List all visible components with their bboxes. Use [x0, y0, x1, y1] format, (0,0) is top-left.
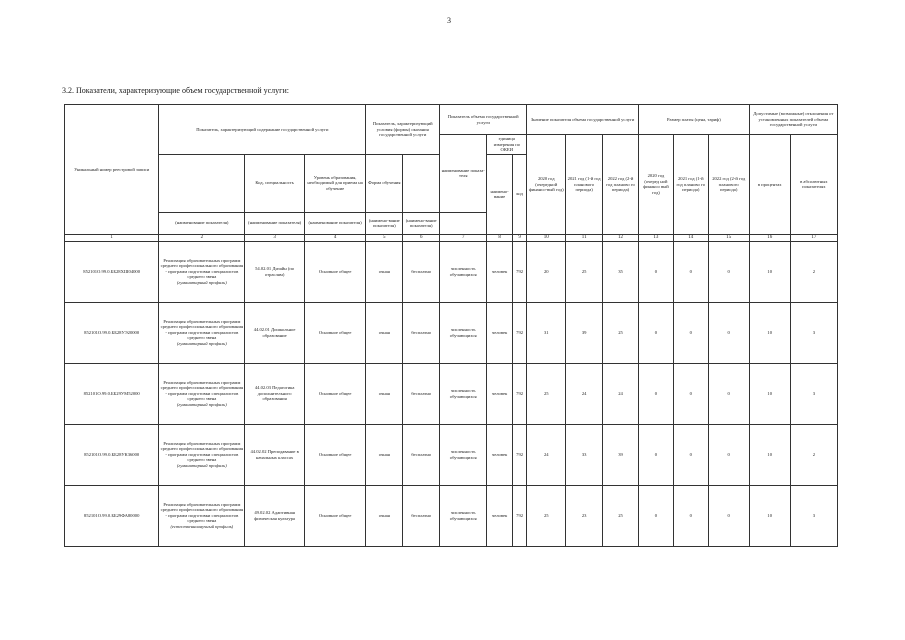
service-content [159, 424, 245, 485]
column-number: 12 [603, 234, 639, 241]
specialty-code: 49.02.02 Адаптивная физическая культура [245, 485, 304, 546]
value-2020: 20 [527, 241, 566, 302]
service-content [159, 241, 245, 302]
okei-code: 792 [512, 424, 526, 485]
header-unit-code: код [512, 154, 526, 234]
value-2021: 39 [566, 302, 603, 363]
header-in-percent: в процентах [749, 135, 790, 235]
header-unit-okei: единица измерения по ОКЕИ [487, 135, 527, 155]
value-2020: 31 [527, 302, 566, 363]
header-subname-4: (наимено-вание показателя) [366, 212, 403, 234]
value-2022: 35 [603, 241, 639, 302]
form-of-study: очная [366, 302, 403, 363]
deviation-absolute: 2 [790, 241, 837, 302]
deviation-absolute: 3 [790, 485, 837, 546]
deviation-percent: 10 [749, 363, 790, 424]
deviation-percent: 10 [749, 424, 790, 485]
education-level: Основное общее [304, 302, 366, 363]
value-2022: 39 [603, 424, 639, 485]
page-number: 3 [447, 16, 451, 25]
specialty-code: 54.02.01 Дизайн (по отраслям) [245, 241, 304, 302]
column-number: 17 [790, 234, 837, 241]
value-2020: 25 [527, 485, 566, 546]
service-content [159, 485, 245, 546]
indicator-name: численность обучающихся [440, 241, 487, 302]
column-number: 6 [403, 234, 440, 241]
fee-2022: 0 [708, 241, 749, 302]
unit-name: человек [487, 363, 513, 424]
volume-indicators-table [64, 104, 838, 547]
header-deviation-group: Допустимые (возможные) отклонения от установленных показателей объема государственной услуги [749, 105, 837, 135]
value-2021: 24 [566, 363, 603, 424]
header-fee-group: Размер платы (цена, тариф) [639, 105, 750, 135]
form-of-study: очная [366, 485, 403, 546]
header-value-2021: 2021 год (1-й год планового периода) [566, 135, 603, 235]
column-number: 4 [304, 234, 366, 241]
indicator-name: численность обучающихся [440, 424, 487, 485]
header-fee-2021: 2021 год (1-й год планово го периода) [673, 135, 708, 235]
header-content-group: Показатель, характеризующий содержание государственной услуги [159, 105, 366, 155]
service-content-text: Реализация образовательных программ среднего профессионального образования - программ подготовки специалистов среднего звена [160, 318, 244, 341]
header-conditions-group: Показатель, характеризующий условия (формы) оказания государственной услуги [366, 105, 440, 155]
profile-text: (гуманитарный профиль) [176, 462, 227, 468]
okei-code: 792 [512, 241, 526, 302]
fee-2021: 0 [673, 424, 708, 485]
header-fee-2020: 2020 год (очеред ной финансо вый год) [639, 135, 674, 235]
deviation-percent: 10 [749, 241, 790, 302]
column-number: 10 [527, 234, 566, 241]
fee-2020: 0 [639, 241, 674, 302]
column-number: 3 [245, 234, 304, 241]
deviation-absolute: 3 [790, 302, 837, 363]
value-2021: 33 [566, 424, 603, 485]
form-of-study: очная [366, 363, 403, 424]
fee-2022: 0 [708, 363, 749, 424]
table-row [65, 424, 838, 485]
registry-number: 852101О.99.0.ББ28УК36000 [65, 424, 159, 485]
form-of-study: очная [366, 241, 403, 302]
value-2021: 25 [566, 241, 603, 302]
fee-2020: 0 [639, 363, 674, 424]
header-value-2022: 2022 год (2-й год планово го периода) [603, 135, 639, 235]
column-number: 7 [440, 234, 487, 241]
column-number: 2 [159, 234, 245, 241]
profile-text: (естественнонаучный профиль) [170, 523, 234, 529]
payment-condition: бесплатно [403, 302, 440, 363]
service-content-text: Реализация образовательных программ среднего профессионального образования - программ подготовки специалистов среднего звена [160, 379, 244, 402]
header-empty-condition [403, 154, 440, 212]
value-2022: 25 [603, 485, 639, 546]
fee-2021: 0 [673, 241, 708, 302]
fee-2022: 0 [708, 424, 749, 485]
column-number: 14 [673, 234, 708, 241]
header-code-specialty: Код, специальность [245, 154, 304, 212]
profile-text: (гуманитарный профиль) [176, 279, 227, 285]
education-level: Основное общее [304, 424, 366, 485]
value-2020: 24 [527, 424, 566, 485]
column-number: 8 [487, 234, 513, 241]
header-volume-group: Показатель объема государственной услуги [440, 105, 527, 135]
header-form-of-study: Форма обучения [366, 154, 403, 212]
header-education-level: Уровень образования, необходимый для приема на обучение [304, 154, 366, 212]
column-number: 11 [566, 234, 603, 241]
column-number: 1 [65, 234, 159, 241]
header-empty-content [159, 154, 245, 212]
header-value-2020: 2020 год (очередной финансо-вый год) [527, 135, 566, 235]
fee-2020: 0 [639, 302, 674, 363]
education-level: Основное общее [304, 363, 366, 424]
fee-2020: 0 [639, 424, 674, 485]
service-content-text: Реализация образовательных программ среднего профессионального образования - программ подготовки специалистов среднего звена [160, 440, 244, 463]
service-content [159, 302, 245, 363]
indicator-name: численность обучающихся [440, 485, 487, 546]
education-level: Основное общее [304, 485, 366, 546]
payment-condition: бесплатно [403, 241, 440, 302]
registry-number: 852101О.99.0.ББ29ФА80000 [65, 485, 159, 546]
deviation-percent: 10 [749, 302, 790, 363]
header-in-absolute: в абсолютных показателях [790, 135, 837, 235]
fee-2021: 0 [673, 485, 708, 546]
header-indicator-name: наименование показа-теля [440, 135, 487, 213]
education-level: Основное общее [304, 241, 366, 302]
specialty-code: 44.02.02 Преподавание в начальных классах [245, 424, 304, 485]
fee-2021: 0 [673, 302, 708, 363]
specialty-code: 44.02.03 Педагогика дополнительного образования [245, 363, 304, 424]
header-subname-5: (наимено-вание показателя) [403, 212, 440, 234]
header-unit-name: наимено-вание [487, 154, 513, 234]
service-content-text: Реализация образовательных программ среднего профессионального образования - программ подготовки специалистов среднего звена [160, 257, 244, 280]
fee-2020: 0 [639, 485, 674, 546]
payment-condition: бесплатно [403, 485, 440, 546]
payment-condition: бесплатно [403, 363, 440, 424]
column-numbers-row [65, 234, 838, 241]
header-subname-1: (наименование показателя) [159, 212, 245, 234]
table-row [65, 363, 838, 424]
section-title: 3.2. Показатели, характеризующие объем государственной услуги: [62, 86, 289, 95]
unit-name: человек [487, 241, 513, 302]
form-of-study: очная [366, 424, 403, 485]
okei-code: 792 [512, 363, 526, 424]
table-row [65, 302, 838, 363]
fee-2021: 0 [673, 363, 708, 424]
profile-text: (гуманитарный профиль) [176, 401, 227, 407]
table-row [65, 485, 838, 546]
column-number: 9 [512, 234, 526, 241]
service-content-text: Реализация образовательных программ среднего профессионального образования - программ подготовки специалистов среднего звена [160, 501, 244, 524]
okei-code: 792 [512, 485, 526, 546]
table-row [65, 241, 838, 302]
header-value-group: Значение показателя объема государственной услуги [527, 105, 639, 135]
unit-name: человек [487, 424, 513, 485]
column-number: 5 [366, 234, 403, 241]
fee-2022: 0 [708, 302, 749, 363]
value-2021: 23 [566, 485, 603, 546]
service-content [159, 363, 245, 424]
indicator-name: численность обучающихся [440, 363, 487, 424]
header-fee-2022: 2022 год (2-й год планового периода) [708, 135, 749, 235]
header-subname-2: (наименование показателя) [245, 212, 304, 234]
specialty-code: 44.02.01 Дошкольное образование [245, 302, 304, 363]
registry-number: 852101О.99.0.ББ28УЭ20000 [65, 302, 159, 363]
registry-number: 852101О.99.0.ББ28ХШ04000 [65, 241, 159, 302]
deviation-percent: 10 [749, 485, 790, 546]
column-number: 16 [749, 234, 790, 241]
value-2022: 25 [603, 302, 639, 363]
header-empty-indicator [440, 212, 487, 234]
column-number: 15 [708, 234, 749, 241]
fee-2022: 0 [708, 485, 749, 546]
value-2022: 24 [603, 363, 639, 424]
value-2020: 25 [527, 363, 566, 424]
header-unique-number: Уникальный номер реестровой записи [65, 105, 159, 235]
unit-name: человек [487, 485, 513, 546]
column-number: 13 [639, 234, 674, 241]
deviation-absolute: 2 [790, 424, 837, 485]
indicator-name: численность обучающихся [440, 302, 487, 363]
okei-code: 792 [512, 302, 526, 363]
unit-name: человек [487, 302, 513, 363]
deviation-absolute: 3 [790, 363, 837, 424]
header-subname-3: (наименование показателя) [304, 212, 366, 234]
registry-number: 852101О.99.0.ББ29УМ52000 [65, 363, 159, 424]
payment-condition: бесплатно [403, 424, 440, 485]
profile-text: (гуманитарный профиль) [176, 340, 227, 346]
